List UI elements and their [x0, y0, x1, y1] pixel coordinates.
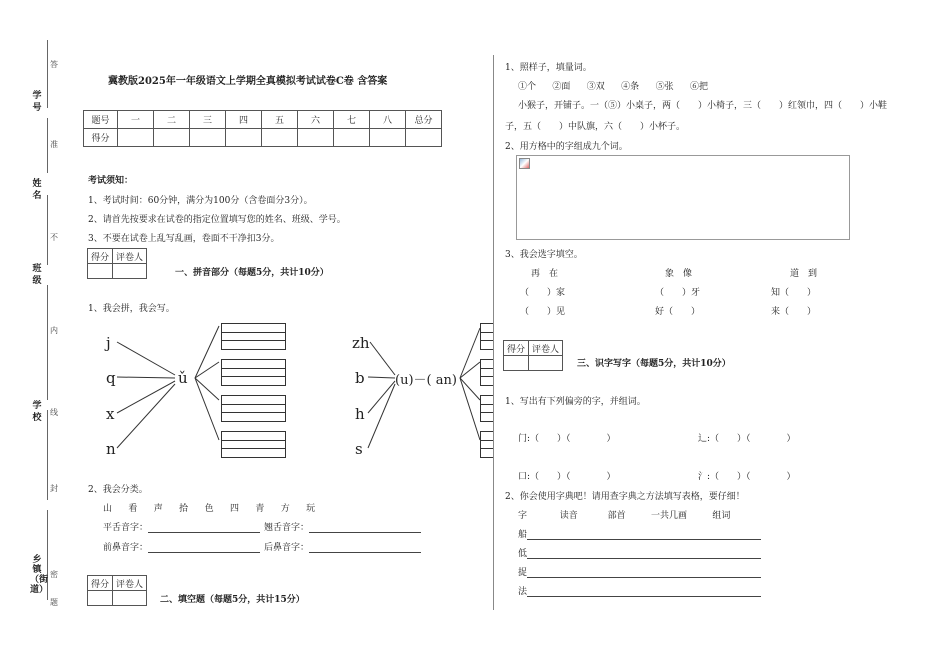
- fill-blank[interactable]: （ ）牙: [655, 288, 701, 298]
- score-cell[interactable]: [406, 129, 442, 147]
- dict-blank[interactable]: [527, 558, 761, 559]
- dict-row: [518, 546, 761, 559]
- grader-score-label: 得分: [88, 249, 113, 264]
- initial-letter: n: [106, 440, 116, 458]
- answer-box[interactable]: [480, 431, 494, 458]
- notice-title: 考试须知：: [88, 176, 134, 186]
- word-pair: 再 在: [531, 269, 559, 279]
- dict-blank[interactable]: [527, 577, 761, 578]
- score-header: 四: [226, 111, 262, 129]
- dict-col-header: 字: [518, 511, 528, 521]
- initial-letter: j: [106, 334, 111, 352]
- front-nasal-row: [103, 540, 260, 553]
- score-cell[interactable]: [334, 129, 370, 147]
- dict-col-header: 一共几画: [651, 511, 688, 521]
- dict-col-header: 组词: [712, 511, 731, 521]
- word-pair: 象 像: [665, 269, 693, 279]
- radical-row[interactable]: 门:（ ）（ ）: [518, 434, 616, 444]
- dict-row: [518, 527, 761, 540]
- dict-char: 船: [518, 530, 528, 540]
- grader-box: [87, 575, 147, 606]
- question-1-1: 1、我会拼，我会写。: [88, 304, 175, 314]
- dict-row: [518, 565, 761, 578]
- score-header: 五: [262, 111, 298, 129]
- s3-question-1: 1、写出有下列偏旁的字，并组词。: [505, 397, 646, 407]
- grader-score-label: 得分: [504, 341, 529, 356]
- answer-box[interactable]: [221, 359, 286, 386]
- measure-option: ①个: [518, 82, 537, 92]
- notice-item: 2、请首先按要求在试卷的指定位置填写您的姓名、班级、学号。: [88, 215, 346, 225]
- flat-tongue-blank[interactable]: [148, 532, 260, 533]
- dict-col-header: 部首: [607, 511, 626, 521]
- q2-char: 看: [128, 504, 138, 514]
- notice-item: 3、不要在试卷上乱写乱画，卷面不干净扣3分。: [88, 234, 280, 244]
- s3-question-2: 2、你会使用字典吧！请用查字典之方法填写表格，要仔细！: [505, 492, 745, 502]
- score-header-row: [84, 111, 442, 129]
- score-header: 八: [370, 111, 406, 129]
- q2-char: 四: [229, 504, 239, 514]
- measure-option: ②面: [552, 82, 571, 92]
- notice-item: 1、考试时间：60分钟，满分为100分（含卷面分3分）。: [88, 196, 313, 206]
- dictionary-header: [518, 508, 730, 521]
- answer-box[interactable]: [221, 395, 286, 422]
- word-pair: 道 到: [790, 269, 818, 279]
- back-nasal-blank[interactable]: [309, 552, 421, 553]
- flat-tongue-row: [103, 520, 260, 533]
- binding-line: [47, 40, 48, 108]
- dict-blank[interactable]: [527, 596, 761, 597]
- r-question-2: 2、用方格中的字组成九个词。: [505, 142, 628, 152]
- back-nasal-row: [264, 540, 421, 553]
- q2-char: 色: [204, 504, 214, 514]
- binding-mark: 不: [50, 233, 58, 242]
- character-grid-box: [516, 155, 850, 240]
- radical-row[interactable]: 口:（ ）（ ）: [518, 472, 616, 482]
- measure-option: ③双: [586, 82, 605, 92]
- grader-label: 评卷人: [113, 249, 147, 264]
- column-divider: [493, 55, 494, 610]
- q2-chars: [103, 501, 315, 514]
- school-label: 学校: [32, 401, 42, 423]
- page-title: 冀教版2025年一年级语文上学期全真模拟考试试卷C卷 含答案: [108, 76, 388, 87]
- answer-box[interactable]: [480, 359, 494, 386]
- front-nasal-blank[interactable]: [148, 552, 260, 553]
- fill-blank[interactable]: 来（ ）: [771, 307, 817, 317]
- grader-name-cell[interactable]: [529, 356, 563, 371]
- grader-score-label: 得分: [88, 576, 113, 591]
- curled-tongue-row: [264, 520, 421, 533]
- binding-mark: 内: [50, 326, 58, 335]
- final-letter: (u)－( an): [395, 373, 457, 388]
- back-nasal-label: 后鼻音字：: [264, 543, 310, 553]
- score-row-label: 得分: [84, 129, 118, 147]
- dict-col-header: 读音: [559, 511, 578, 521]
- question-1-2: 2、我会分类。: [88, 485, 148, 495]
- initial-letter: zh: [352, 334, 370, 352]
- class-label: 班级: [32, 264, 42, 286]
- fill-blank[interactable]: 知（ ）: [771, 288, 817, 298]
- grader-box: [503, 340, 563, 371]
- score-header: 六: [298, 111, 334, 129]
- q2-char: 拾: [179, 504, 189, 514]
- binding-line: [47, 195, 48, 265]
- grader-box: [87, 248, 147, 279]
- binding-mark: 线: [50, 408, 58, 417]
- score-cell[interactable]: [118, 129, 154, 147]
- curled-tongue-blank[interactable]: [309, 532, 421, 533]
- front-nasal-label: 前鼻音字：: [103, 543, 149, 553]
- answer-box[interactable]: [221, 323, 286, 350]
- section-1-title: 一、拼音部分（每题5分，共计10分）: [175, 268, 329, 278]
- answer-box[interactable]: [221, 431, 286, 458]
- score-header: 三: [190, 111, 226, 129]
- binding-mark: 封: [50, 484, 58, 493]
- initial-letter: q: [106, 369, 116, 387]
- q2-char: 声: [153, 504, 163, 514]
- score-cell[interactable]: [154, 129, 190, 147]
- curled-tongue-label: 翘舌音字：: [264, 523, 310, 533]
- dict-char: 低: [518, 549, 528, 559]
- initial-letter: s: [355, 440, 363, 458]
- binding-line: [47, 410, 48, 500]
- grader-name-cell[interactable]: [113, 591, 147, 606]
- initial-letter: h: [355, 405, 365, 423]
- radical-row[interactable]: 氵:（ ）（ ）: [698, 472, 796, 482]
- r-question-3: 3、我会选字填空。: [505, 250, 583, 260]
- name-label: 姓名: [32, 179, 42, 201]
- q2-char: 青: [255, 504, 265, 514]
- broken-image-icon: [519, 158, 530, 169]
- q2-char: 方: [280, 504, 290, 514]
- grader-score-cell[interactable]: [504, 356, 529, 371]
- fill-blank[interactable]: 好（ ）: [655, 307, 701, 317]
- grader-name-cell[interactable]: [113, 264, 147, 279]
- measure-option: ⑥把: [689, 82, 708, 92]
- radical-row[interactable]: 辶:（ ）（ ）: [698, 434, 796, 444]
- initial-letter: b: [355, 369, 365, 387]
- score-row: [84, 129, 442, 147]
- score-table: [83, 110, 442, 147]
- measure-option: ④条: [621, 82, 640, 92]
- score-header: 总分: [406, 111, 442, 129]
- grader-label: 评卷人: [529, 341, 563, 356]
- binding-line: [47, 118, 48, 173]
- r-question-1: 1、照样子，填量词。: [505, 63, 592, 73]
- binding-mark: 题: [50, 598, 58, 607]
- dict-char: 捉: [518, 568, 528, 578]
- score-header: 七: [334, 111, 370, 129]
- score-cell[interactable]: [190, 129, 226, 147]
- q2-char: 山: [103, 504, 113, 514]
- binding-mark: 准: [50, 140, 58, 149]
- grader-score-cell[interactable]: [88, 264, 113, 279]
- score-header: 二: [154, 111, 190, 129]
- score-cell[interactable]: [226, 129, 262, 147]
- measure-sentence: 子，五（ ）中队旗，六（ ）小杯子。: [505, 122, 686, 132]
- answer-box[interactable]: [480, 323, 494, 350]
- section-3-title: 三、识字写字（每题5分，共计10分）: [577, 359, 731, 369]
- answer-box[interactable]: [480, 395, 494, 422]
- score-cell[interactable]: [298, 129, 334, 147]
- initial-letter: x: [106, 405, 115, 423]
- binding-mark: 答: [50, 60, 58, 69]
- grader-label: 评卷人: [113, 576, 147, 591]
- dict-row: [518, 584, 761, 597]
- grader-score-cell[interactable]: [88, 591, 113, 606]
- score-cell[interactable]: [370, 129, 406, 147]
- student-id-label: 学号: [32, 91, 42, 113]
- score-header: 题号: [84, 111, 118, 129]
- binding-line: [47, 285, 48, 400]
- section-2-title: 二、填空题（每题5分，共计15分）: [160, 595, 305, 605]
- score-cell[interactable]: [262, 129, 298, 147]
- final-letter: ǔ: [178, 369, 188, 387]
- binding-mark: 密: [50, 570, 58, 579]
- measure-option: ⑤张: [655, 82, 674, 92]
- measure-options: [518, 79, 708, 92]
- measure-sentence: 小猴子，开铺子。一（⑤）小桌子，两（ ）小椅子，三（ ）红领巾，四（ ）小鞋: [518, 101, 888, 111]
- score-header: 一: [118, 111, 154, 129]
- flat-tongue-label: 平舌音字：: [103, 523, 149, 533]
- fill-blank[interactable]: （ ）家: [520, 288, 566, 298]
- fill-blank[interactable]: （ ）见: [520, 307, 566, 317]
- town-label: 乡镇（街道）: [30, 555, 49, 595]
- q2-char: 玩: [306, 504, 316, 514]
- dict-char: 法: [518, 587, 528, 597]
- dict-blank[interactable]: [527, 539, 761, 540]
